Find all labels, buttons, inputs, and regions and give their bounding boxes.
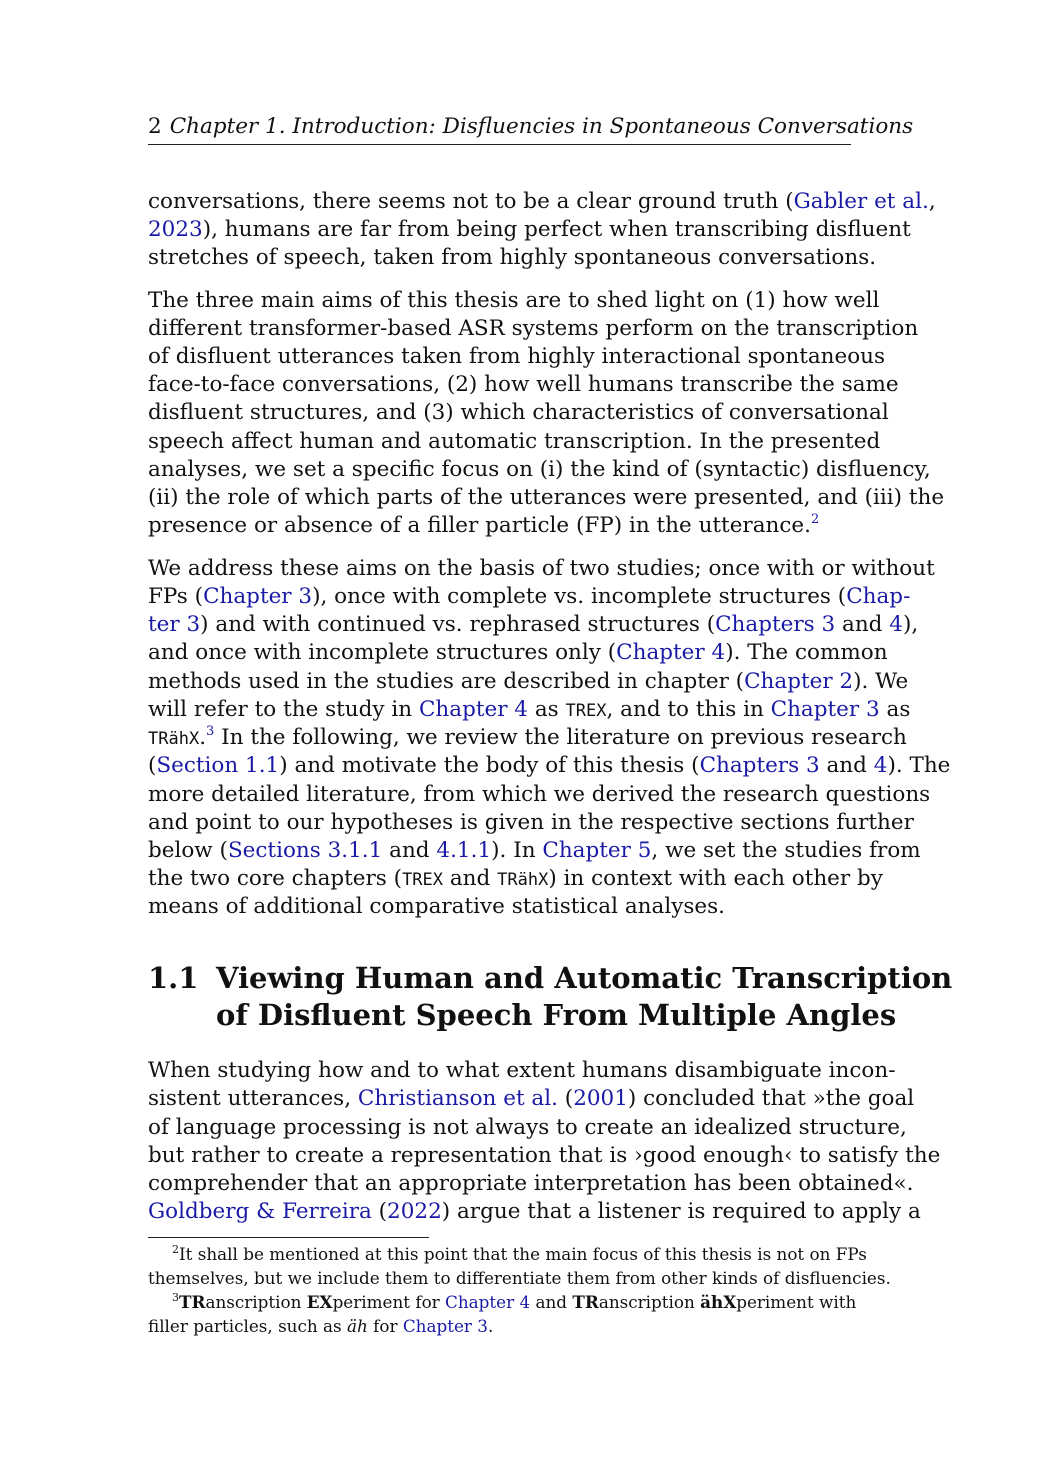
para1-line: conversations, there seems not to be a clear ground truth (Gabler et al., [148,189,936,214]
para3-line: methods used in the studies are described in chapter (Chapter 2). We [148,669,909,694]
citation-year-link[interactable]: 2001 [573,1086,628,1111]
section-heading [148,960,953,997]
footnote-3: $^3$TRanscription EXperiment for Chapter 4 and TRanscription ähXperiment with [172,1291,857,1312]
section-link[interactable]: 4.1.1 [436,838,492,863]
chapter-link[interactable]: Chapter 4 [445,1292,531,1312]
para3-line: means of additional comparative statistical analyses. [148,894,725,919]
section-title: Viewing Human and Automatic Transcription [216,961,953,995]
chapter-link[interactable]: Chapter 3 [203,584,313,609]
chapter-link[interactable]: Chapters 3 [699,753,820,778]
para3-line: below (Sections 3.1.1 and 4.1.1). In Chapter 5, we set the studies from [148,838,921,863]
footnote-2-cont: themselves, but we include them to differentiate them from other kinds of disfluencies. [148,1268,891,1288]
footnote-2: $^2$It shall be mentioned at this point that the main focus of this thesis is not on FPs [172,1243,867,1264]
para3-line: the two core chapters (TREX and TRähX) in context with each other by [148,866,883,891]
chapter-link[interactable]: 4 [873,753,888,778]
section-link[interactable]: Section 1.1 [156,753,280,778]
section-heading-line2 [148,997,897,1034]
para3-line: will refer to the study in Chapter 4 as TREX, and to this in Chapter 3 as [148,697,911,722]
chapter-link[interactable]: Chapter 5 [542,838,652,863]
para2-line: The three main aims of this thesis are to shed light on (1) how well [148,288,880,313]
chapter-link[interactable]: Chapter 4 [616,640,726,665]
para3-line: We address these aims on the basis of two studies; once with or without [148,556,935,581]
para4-line: sistent utterances, Christianson et al. (2001) concluded that »the goal [148,1086,915,1111]
para3-line: (Section 1.1) and motivate the body of this thesis (Chapters 3 and 4). The [148,753,951,778]
para2-line: analyses, we set a specific focus on (i) the kind of (syntactic) disfluency, [148,457,931,482]
para2-line: of disfluent utterances taken from highly interactional spontaneous [148,344,886,369]
chapter-link[interactable]: Chap- [846,584,911,609]
page-number: 2 [148,114,162,139]
section-link[interactable]: Sections 3.1.1 [227,838,383,863]
para4-line: comprehender that an appropriate interpretation has been obtained«. [148,1171,914,1196]
para4-line: but rather to create a representation that is ›good enough‹ to satisfy the [148,1143,941,1168]
footnote-ref-3[interactable]: 3 [206,724,215,739]
citation-year-link[interactable]: 2023 [148,217,203,242]
para3-line: and once with incomplete structures only (Chapter 4). The common [148,640,888,665]
para2-line: presence or absence of a filler particle (FP) in the utterance.$^2$ [148,512,820,538]
chapter-link[interactable]: Chapter 2 [744,669,854,694]
para4-line: When studying how and to what extent humans disambiguate incon- [148,1058,896,1083]
para3-line: FPs (Chapter 3), once with complete vs. incomplete structures (Chap- [148,584,911,609]
para3-line: and point to our hypotheses is given in the respective sections further [148,810,914,835]
running-title: Chapter 1. Introduction: Disfluencies in Spontaneous Conversations [169,114,914,139]
section-title: of Disfluent Speech From Multiple Angles [216,998,897,1032]
section-number: 1.1 [148,961,199,995]
para4-line: of language processing is not always to create an idealized structure, [148,1115,907,1140]
para3-line: more detailed literature, from which we derived the research questions [148,782,931,807]
para3-line: ter 3) and with continued vs. rephrased structures (Chapters 3 and 4), [148,612,919,637]
running-header [148,114,914,145]
citation-year-link[interactable]: 2022 [387,1199,442,1224]
para2-line: (ii) the role of which parts of the utterances were presented, and (iii) the [148,485,945,510]
footnote-3-cont: filler particles, such as äh for Chapter 3. [148,1316,494,1336]
citation-link[interactable]: Gabler et al. [793,189,929,214]
chapter-link[interactable]: 4 [889,612,903,637]
para1-line: 2023), humans are far from being perfect when transcribing disfluent [148,217,911,242]
chapter-link[interactable]: Chapter 3 [770,697,880,722]
para4-line: Goldberg & Ferreira (2022) argue that a listener is required to apply a [148,1199,921,1224]
citation-link[interactable]: Christianson et al. [357,1086,558,1111]
chapter-link[interactable]: Chapter 3 [402,1316,488,1336]
para2-line: face-to-face conversations, (2) how well humans transcribe the same [148,372,899,397]
para3-line: TRähX.$^3$ In the following, we review the literature on previous research [148,724,907,750]
footnote-ref-2[interactable]: 2 [810,512,820,527]
para2-line: different transformer-based ASR systems perform on the transcription [148,316,919,341]
para1-line: stretches of speech, taken from highly spontaneous conversations. [148,245,877,270]
para2-line: speech affect human and automatic transcription. In the presented [148,429,881,454]
footnote-rule [148,1237,429,1238]
citation-link[interactable]: Goldberg & Ferreira [148,1199,372,1224]
chapter-link[interactable]: Chapters 3 [715,612,836,637]
chapter-link[interactable]: ter 3 [148,612,201,637]
para2-line: disfluent structures, and (3) which characteristics of conversational [148,400,889,425]
chapter-link[interactable]: Chapter 4 [418,697,528,722]
